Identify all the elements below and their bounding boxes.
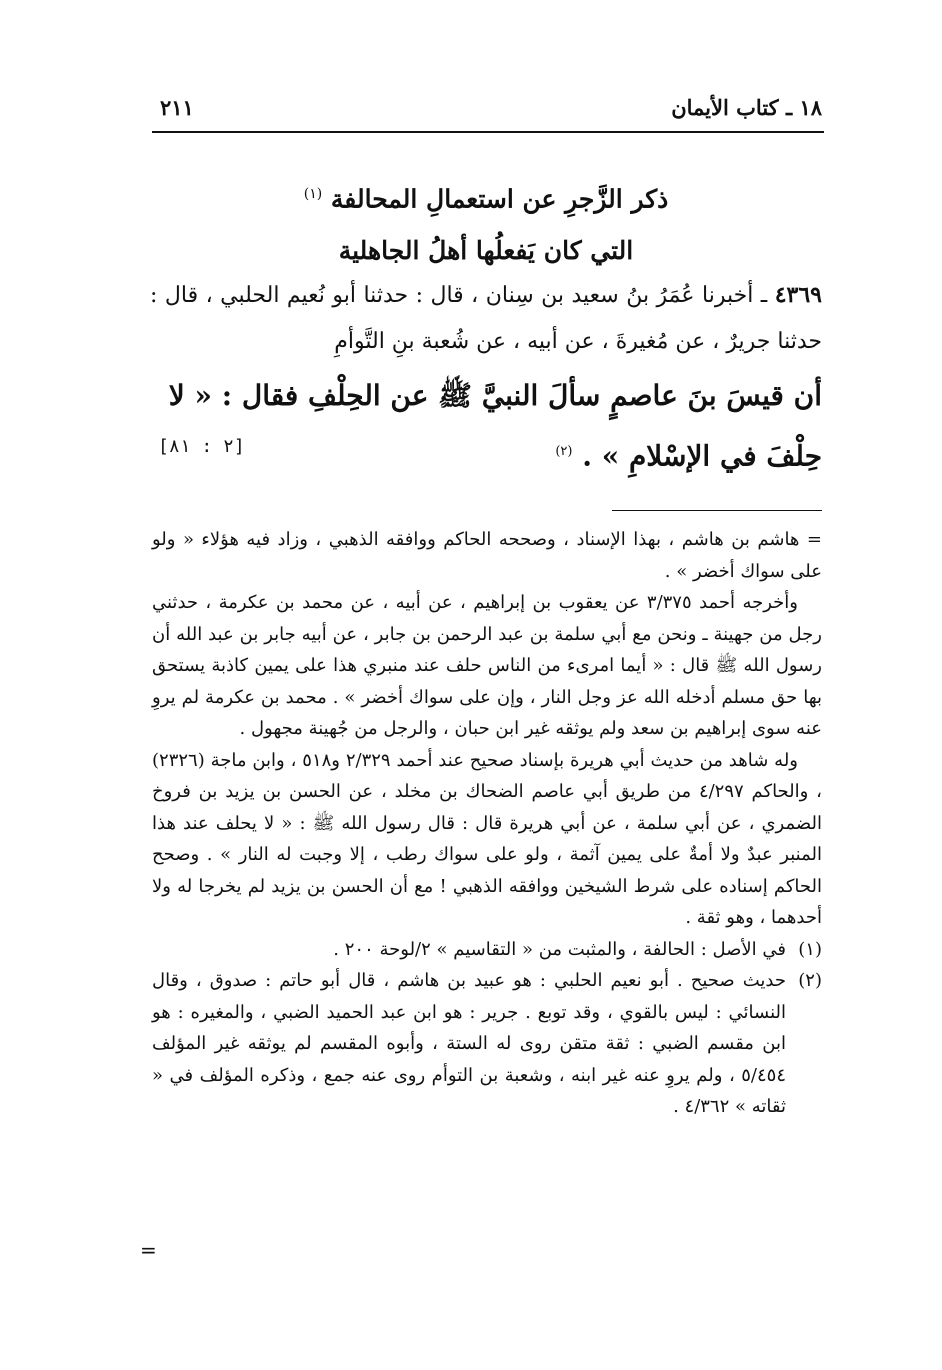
header-rule (152, 131, 824, 133)
continued-mark: = (140, 1238, 157, 1262)
footnote-2 (152, 965, 822, 1123)
footnote-1-text: في الأصل : الحالفة ، والمثبت من « التقاسيم » ٢/لوحة ٢٠٠ . (333, 938, 786, 960)
footnote-1 (152, 934, 822, 966)
hadith-reference: [٢ : ٨١] (158, 436, 245, 457)
footnote-continuation (152, 524, 822, 587)
footnote-2-marker: (٢) (798, 970, 822, 991)
hadith-isnad (150, 272, 822, 365)
footnote-1-marker: (١) (798, 938, 822, 960)
heading-line-2: التي كان يَفعلُها أهلُ الجاهلية (338, 236, 634, 266)
hadith-number: ٤٣٦٩ (774, 282, 822, 308)
chapter-title: ١٨ ـ كتاب الأيمان (671, 95, 822, 120)
heading-footnote-ref: (١) (303, 186, 323, 202)
heading-line-1 (150, 168, 822, 225)
continuation-text: هاشم بن هاشم ، بهذا الإسناد ، وصححه الحاكم ووافقه الذهبي ، وزاد فيه هؤلاء « ولو على سواك أخضر » . (152, 529, 822, 582)
footnote-rule (612, 510, 822, 511)
footnote-2-text: حديث صحيح . أبو نعيم الحلبي : هو عبيد بن هاشم ، قال أبو حاتم : صدوق ، وقال النسائي : ليس بالقوي ، وقد توبع . جرير : هو ابن عبد الحميد الضبي ، والمغيره : هو ابن مقسم الضبي : ثقة متقن روى له الستة ، وأبوه المقسم لم يوثقه غير المؤلف ٥/٤٥٤ ، ولم يروِ عنه غير ابنه ، وشعبة بن التوأم روى عنه جمع ، وذكره المؤلف في « ثقاته » ٤/٣٦٢ . (152, 970, 786, 1117)
matn-text: أن قيسَ بنَ عاصمٍ سألَ النبيَّ ﷺ عن الحِلْفِ فقال : « لا حِلْفَ في الإسْلامِ » . (168, 379, 822, 473)
isnad-text: ـ أخبرنا عُمَرُ بنُ سعيد بن سِنان ، قال : حدثنا أبو نُعيم الحلبي ، قال : حدثنا جريرٌ ، عن مُغيرةَ ، عن أبيه ، عن شُعبة بنِ التَّوأمِ (150, 283, 822, 354)
running-head (150, 95, 822, 129)
page-number: ٢١١ (160, 95, 194, 120)
matn-footnote-ref: (٢) (555, 444, 573, 459)
footnote-paragraph-3: وله شاهد من حديث أبي هريرة بإسناد صحيح عند أحمد ٢/٣٢٩ و٥١٨ ، وابن ماجة (٢٣٢٦) ، والحاكم ٤/٢٩٧ من طريق أبي عاصم الضحاك بن مخلد ، عن الحسن بن يزيد بن فروخ الضمري ، عن أبي سلمة ، عن أبي هريرة قال : قال رسول الله ﷺ : « لا يحلف عند هذا المنبر عبدٌ ولا أمةٌ على يمين آثمة ، ولو على سواك رطب ، إلا وجبت له النار » . وصحح الحاكم إسناده على شرط الشيخين ووافقه الذهبي ! مع أن الحسن بن يزيد لم يخرجا له ولا أحدهما ، وهو ثقة . (152, 749, 822, 928)
footnote-paragraph-2: وأخرجه أحمد ٣/٣٧٥ عن يعقوب بن إبراهيم ، عن أبيه ، عن محمد بن عكرمة ، حدثني رجل من جهينة ـ ونحن مع أبي سلمة بن عبد الرحمن بن جابر ، عن أبيه جابر بن عبد الله أن رسول الله ﷺ قال : « أيما امرىء من الناس حلف عند منبري هذا على يمين كاذبة يستحق بها حق مسلم أدخله الله عز وجل النار ، وإن على سواك أخضر » . محمد بن عكرمة لم يروِ عنه سوى إبراهيم بن سعد ولم يوثقه غير ابن حبان ، والرجل من جُهينة مجهول . (152, 592, 822, 739)
heading-line-1-text: ذكر الزَّجرِ عن استعمالِ المحالفة (330, 184, 669, 214)
hadith-matn (150, 368, 822, 484)
footnotes (152, 524, 822, 1123)
section-heading (150, 168, 822, 277)
continuation-mark: = (806, 529, 822, 550)
